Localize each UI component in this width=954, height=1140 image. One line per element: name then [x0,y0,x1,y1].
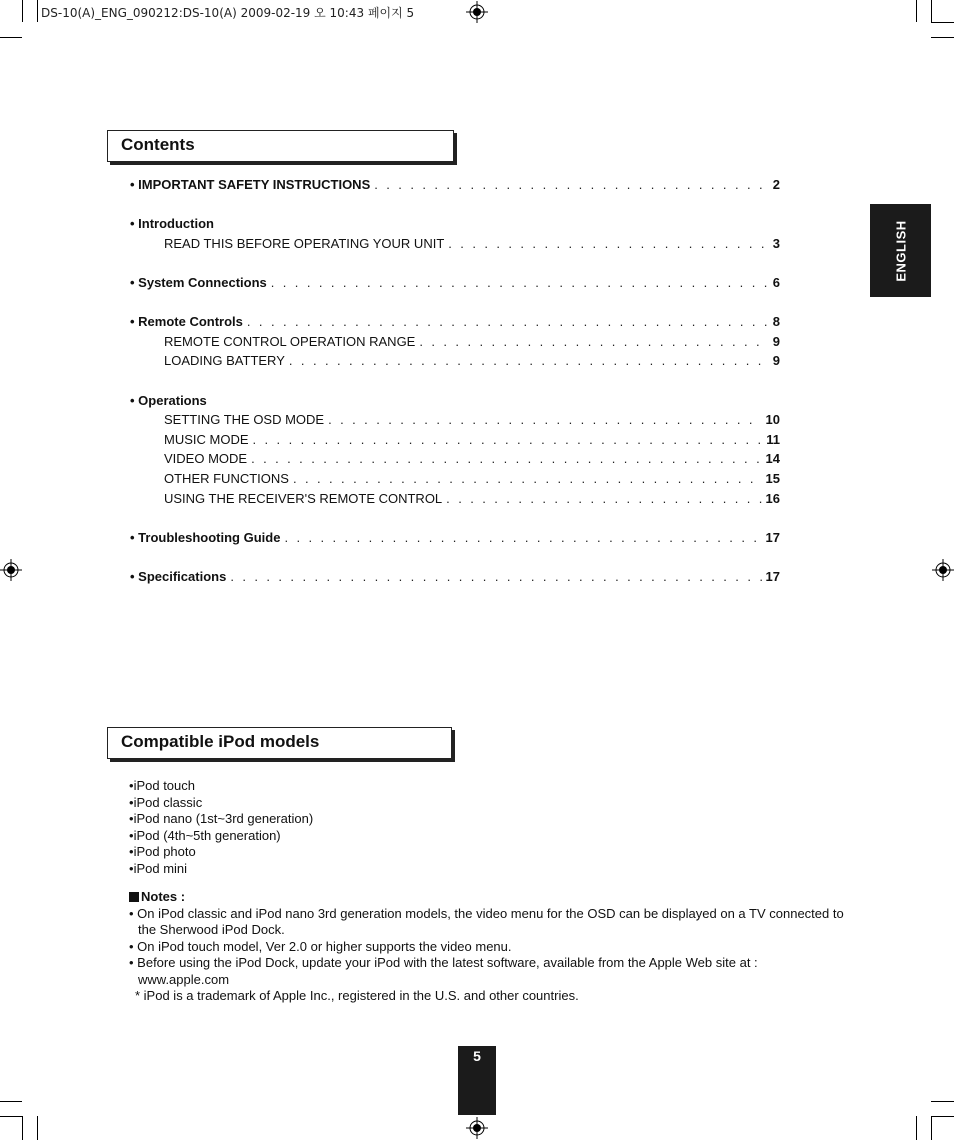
list-item: • iPod classic [129,795,313,812]
toc-label: REMOTE CONTROL OPERATION RANGE [164,333,416,349]
toc-label: • Troubleshooting Guide [130,529,281,545]
toc-leader-dots [284,530,761,546]
toc-page: 17 [765,568,780,584]
toc-entry[interactable] [130,432,780,452]
toc-label: USING THE RECEIVER'S REMOTE CONTROL [164,490,443,506]
toc-label: OTHER FUNCTIONS [164,470,289,486]
toc-label: • Introduction [130,216,214,232]
list-item: • iPod photo [129,844,313,861]
toc-label: • IMPORTANT SAFETY INSTRUCTIONS [130,177,371,192]
list-item: • iPod nano (1st~3rd generation) [129,811,313,828]
table-of-contents [130,177,780,588]
toc-leader-dots [247,314,769,330]
toc-entry[interactable] [130,314,780,334]
ipod-model-list [129,778,313,877]
toc-page: 9 [772,353,780,369]
toc-label: • Specifications [130,568,227,584]
toc-entry[interactable] [130,569,780,589]
square-bullet-icon [129,892,139,902]
notes-heading [129,889,849,906]
list-item: • iPod (4th~5th generation) [129,828,313,845]
language-tab [870,204,931,297]
toc-leader-dots [289,353,769,369]
toc-entry[interactable] [130,334,780,354]
toc-leader-dots [446,491,761,507]
toc-entry[interactable] [130,236,780,256]
toc-leader-dots [253,432,763,448]
toc-label: • Operations [130,392,207,408]
contents-header-box [107,130,454,162]
list-item: • iPod mini [129,861,313,878]
language-tab-label: ENGLISH [893,219,908,282]
toc-leader-dots [293,471,762,487]
toc-label: VIDEO MODE [164,451,248,467]
registration-mark-icon [466,1,488,23]
toc-page: 15 [765,470,780,486]
notes-heading-text: Notes : [141,889,186,904]
registration-mark-icon [0,559,22,581]
toc-entry[interactable] [130,451,780,471]
note-item: • Before using the iPod Dock, update your iPod with the latest software, available from the Apple Web site at : www.apple.com [129,955,758,987]
toc-leader-dots [374,177,769,193]
toc-page: 10 [765,412,780,428]
toc-page: 3 [772,235,780,251]
toc-entry[interactable] [130,471,780,491]
toc-label: READ THIS BEFORE OPERATING YOUR UNIT [164,235,445,251]
toc-entry[interactable] [130,177,780,197]
toc-leader-dots [419,334,768,350]
toc-page: 6 [772,274,780,290]
toc-leader-dots [328,412,761,428]
toc-label: LOADING BATTERY [164,353,285,369]
toc-entry[interactable] [130,353,780,373]
toc-entry[interactable] [130,491,780,511]
note-item: • On iPod touch model, Ver 2.0 or higher supports the video menu. [129,938,512,954]
page-number: 5 [473,1048,481,1064]
print-header: DS-10(A)_ENG_090212:DS-10(A) 2009-02-19 오 10:43 페이지 5 [41,6,415,20]
contents-title: Contents [121,135,195,154]
ipod-models-header-box [107,727,452,759]
toc-page: 9 [772,333,780,349]
ipod-models-title: Compatible iPod models [121,732,320,751]
notes-section [129,889,849,1005]
toc-leader-dots [448,236,769,252]
toc-leader-dots [271,275,769,291]
toc-label: • System Connections [130,274,267,290]
toc-page: 16 [765,490,780,506]
toc-entry[interactable] [130,275,780,295]
note-item: • On iPod classic and iPod nano 3rd generation models, the video menu for the OSD can be displayed on a TV connected to the Sherwood iPod Dock. [129,905,844,937]
toc-entry[interactable] [130,530,780,550]
list-item: • iPod touch [129,778,313,795]
toc-page: 14 [765,451,780,467]
trademark-footnote: * iPod is a trademark of Apple Inc., registered in the U.S. and other countries. [135,988,579,1003]
toc-label: MUSIC MODE [164,431,249,447]
registration-mark-icon [466,1117,488,1139]
toc-page: 11 [766,431,780,447]
toc-leader-dots [251,451,761,467]
toc-label: • Remote Controls [130,314,243,330]
toc-leader-dots [230,569,761,585]
toc-entry[interactable] [130,412,780,432]
registration-mark-icon [932,559,954,581]
toc-page: 8 [772,314,780,330]
toc-page: 2 [772,177,780,192]
toc-label: SETTING THE OSD MODE [164,412,325,428]
toc-heading [130,216,780,236]
page-number-box [458,1046,496,1115]
toc-heading [130,393,780,413]
toc-page: 17 [765,529,780,545]
